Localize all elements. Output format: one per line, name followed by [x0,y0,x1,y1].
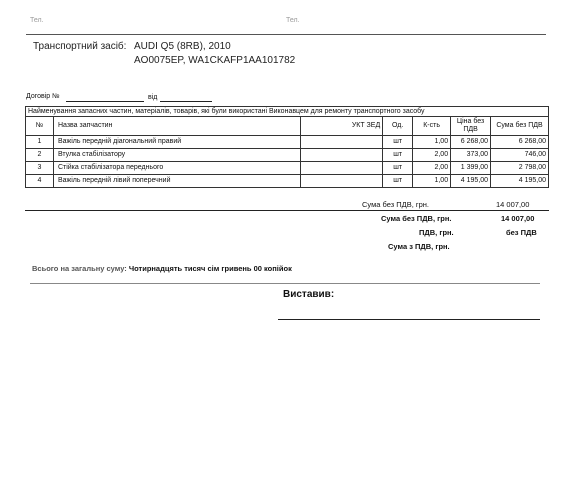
total-no-vat-label: Сума без ПДВ, грн. [381,214,452,223]
col-price: Ціна без ПДВ [451,117,491,136]
contract-label: Договір № [26,93,60,100]
row-code [301,149,383,162]
table-bottom-line [25,210,549,211]
row-unit: шт [383,149,413,162]
row-price: 4 195,00 [451,175,491,188]
table-header-row [26,117,549,136]
col-num: № [26,117,54,136]
row-name: Важіль передній діагональний правий [53,136,300,149]
parts-table [25,116,549,188]
row-num: 4 [26,175,54,188]
row-code [301,136,383,149]
vat-label: ПДВ, грн. [419,228,454,237]
row-sum: 746,00 [491,149,549,162]
vehicle-model: AUDI Q5 (8RB), 2010 [134,41,231,52]
col-code: УКТ ЗЕД [301,117,383,136]
row-price: 6 268,00 [451,136,491,149]
header-divider [26,34,546,35]
signature-line [278,319,540,320]
vehicle-ids: AO0075EP, WA1CKAFP1AA101782 [134,55,296,66]
row-name: Важіль передній лівий поперечний [53,175,300,188]
col-name: Назва запчастин [53,117,300,136]
table-row [26,149,549,162]
table-row [26,175,549,188]
row-name: Стійка стабілізатора переднього [53,162,300,175]
vehicle-label: Транспортний засіб: [33,41,127,52]
row-sum: 4 195,00 [491,175,549,188]
vat-value: без ПДВ [506,228,537,237]
row-sum: 6 268,00 [491,136,549,149]
table-row [26,136,549,149]
amount-words [32,264,292,273]
row-num: 1 [26,136,54,149]
contract-date-line [160,101,212,102]
table-row [26,162,549,175]
amount-words-value: Чотирнадцять тисяч сім гривень 00 копійок [128,264,292,273]
col-sum: Сума без ПДВ [491,117,549,136]
row-code [301,162,383,175]
signature-label: Виставив: [283,289,335,300]
table-subtotal-label: Сума без ПДВ, грн. [362,200,430,209]
phone-label-right: Тел. [286,17,300,24]
row-unit: шт [383,136,413,149]
col-unit: Од. [383,117,413,136]
col-qty: К-сть [413,117,451,136]
row-num: 2 [26,149,54,162]
contract-date-label: від [148,94,158,101]
contract-number-line [66,101,144,102]
row-name: Втулка стабілізатору [53,149,300,162]
table-subtotal-value: 14 007,00 [496,200,530,209]
row-price: 1 399,00 [451,162,491,175]
row-num: 3 [26,162,54,175]
row-unit: шт [383,175,413,188]
amount-words-label: Всього на загальну суму: [32,264,127,273]
phone-label-left: Тел. [30,17,44,24]
amount-words-underline [30,283,540,284]
row-sum: 2 798,00 [491,162,549,175]
row-qty: 2,00 [413,162,451,175]
row-code [301,175,383,188]
row-qty: 2,00 [413,149,451,162]
table-caption: Найменування запасних частин, матеріалів, товарів, які були використані Виконавцем для ремонту транспортного засобу [25,106,549,116]
total-no-vat-value: 14 007,00 [501,214,535,223]
row-unit: шт [383,162,413,175]
row-price: 373,00 [451,149,491,162]
total-with-vat-label: Сума з ПДВ, грн. [388,242,450,251]
row-qty: 1,00 [413,136,451,149]
row-qty: 1,00 [413,175,451,188]
